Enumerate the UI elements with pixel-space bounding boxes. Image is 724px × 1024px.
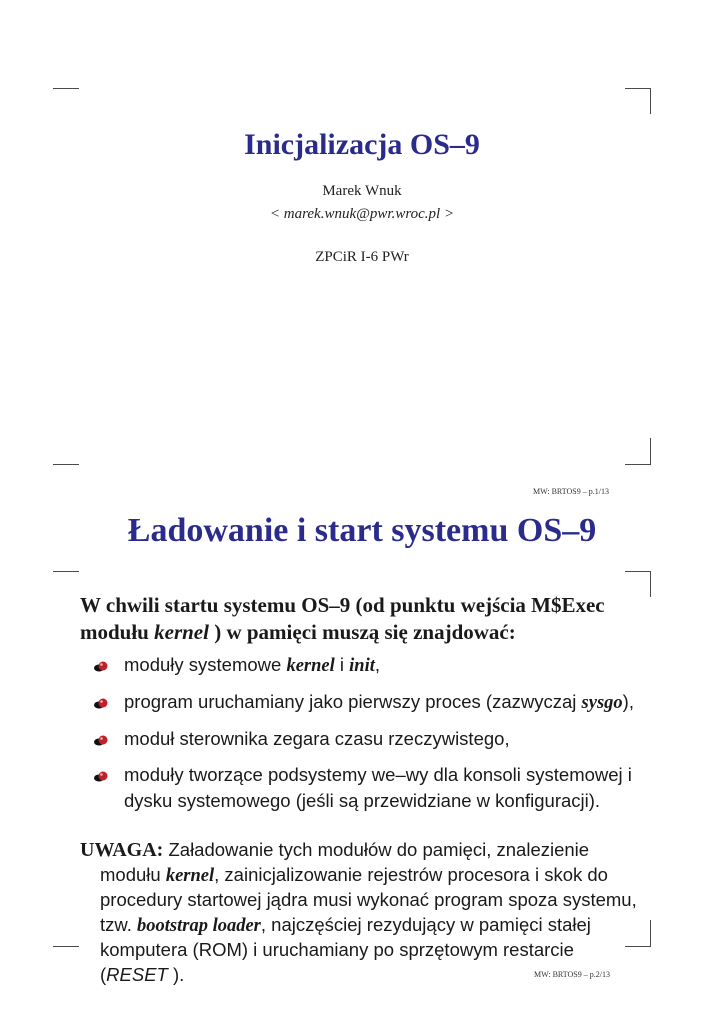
- bullet-list: [94, 652, 654, 824]
- bullet-ball-icon: [94, 698, 109, 709]
- crop-mark: [53, 571, 79, 572]
- slide2-title: Ładowanie i start systemu OS–9: [127, 512, 597, 549]
- note-paragraph: UWAGA: Załadowanie tych modułów do pamięci, znalezienie modułu kernel, zainicjalizowanie rejestrów procesora i skok do procedury startowej jądra musi wykonać program spoza systemu, tzw. bootstrap loader, najczęściej rezydujący w pamięci stałej komputera (ROM) i uruchamiany po sprzętowym restarcie (RESET ).: [80, 839, 637, 985]
- note-label: UWAGA:: [80, 839, 164, 861]
- crop-mark: [650, 571, 651, 597]
- crop-mark: [650, 88, 651, 114]
- slide2-footer: MW: BRTOS9 – p.2/13: [534, 970, 610, 979]
- author: Marek Wnuk: [322, 183, 402, 199]
- list-item: moduł sterownika zegara czasu rzeczywistego,: [94, 726, 654, 752]
- list-item: moduły tworzące podsystemy we–wy dla konsoli systemowej i dysku systemowego (jeśli są przewidziane w konfiguracji).: [94, 762, 654, 814]
- crop-mark: [53, 88, 79, 89]
- bullet-ball-icon: [94, 735, 109, 746]
- slide1-footer: MW: BRTOS9 – p.1/13: [533, 487, 609, 496]
- crop-mark: [53, 464, 79, 465]
- crop-mark: [625, 571, 651, 572]
- bullet-ball-icon: [94, 771, 109, 782]
- crop-mark: [625, 464, 651, 465]
- intro-text: W chwili startu systemu OS–9 (od punktu wejścia M$Exec modułu kernel ) w pamięci muszą się znajdować:: [80, 593, 605, 644]
- bullet-ball-icon: [94, 661, 109, 672]
- crop-mark: [53, 946, 79, 947]
- crop-mark: [625, 88, 651, 89]
- slide1-title: Inicjalizacja OS–9: [244, 128, 480, 161]
- crop-mark: [650, 920, 651, 946]
- list-item: program uruchamiany jako pierwszy proces (zazwyczaj sysgo),: [94, 689, 654, 716]
- list-item: moduły systemowe kernel i init,: [94, 652, 654, 679]
- author-email: < marek.wnuk@pwr.wroc.pl >: [269, 206, 455, 222]
- institution: ZPCiR I-6 PWr: [315, 249, 409, 265]
- crop-mark: [650, 438, 651, 464]
